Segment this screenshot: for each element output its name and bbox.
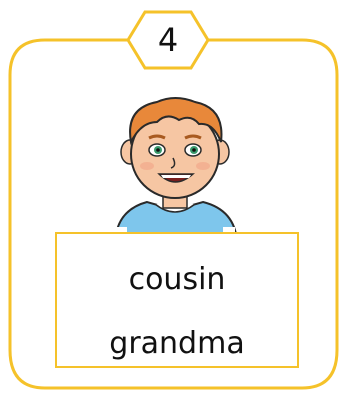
boy-icon (95, 92, 255, 242)
answer-options-box (55, 232, 299, 368)
option-grandma[interactable]: grandma (109, 326, 245, 361)
option-cousin[interactable]: cousin (128, 262, 226, 297)
card-number: 4 (157, 21, 179, 59)
